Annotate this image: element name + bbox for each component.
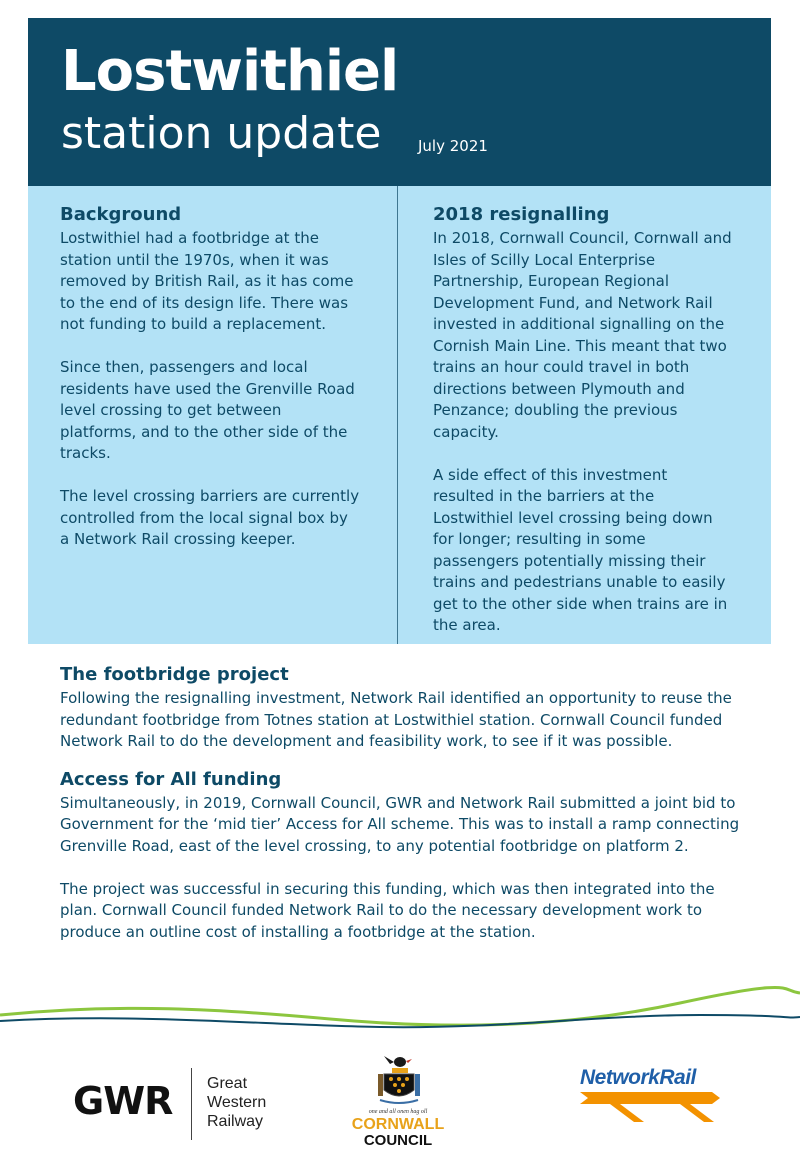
double-arrow-icon [580,1090,730,1124]
gwr-name-line: Railway [207,1113,264,1130]
footbridge-paragraph: Following the resignalling investment, Network Rail identified an opportunity to reuse the redundant footbridge from Totnes station at Lostwithiel station. Cornwall Council funded Network Rail to do the development and feasibility work, to see if it was possible. [60,689,732,750]
footbridge-heading: The footbridge project [60,664,289,685]
background-paragraph: The level crossing barriers are currently controlled from the local signal box by a Network Rail crossing keeper. [60,487,360,548]
network-rail-logo [580,1066,730,1126]
background-heading: Background [60,204,182,225]
gwr-mark: GWR [73,1079,173,1123]
resignalling-section [433,204,733,637]
gwr-name-line: Western [207,1094,267,1111]
body-sections [60,664,750,943]
access-section [60,769,750,944]
header-banner [28,18,771,186]
crest-icon [376,1052,422,1108]
cornwall-council-logo [346,1052,456,1148]
background-paragraph: Lostwithiel had a footbridge at the station until the 1970s, when it was removed by British Rail, as it has come to the end of its design life. There was not funding to build a replacement. [60,229,354,333]
decorative-waves [0,985,800,1045]
access-paragraph: The project was successful in securing this funding, which was then integrated into the plan. Cornwall Council funded Network Rail to do the necessary development work to produce an outline cost of installing a footbridge at the station. [60,879,715,941]
network-rail-name: NetworkRail [580,1066,696,1089]
access-heading: Access for All funding [60,768,282,790]
gwr-logo [73,1068,273,1140]
council-name-line2: COUNCIL [363,1132,433,1149]
intro-band [28,186,771,644]
background-section [60,204,360,551]
title-line1: Lostwithiel [61,39,399,104]
access-paragraph: Simultaneously, in 2019, Cornwall Council, GWR and Network Rail submitted a joint bid to Government for the ‘mid tier’ Access for All scheme. This was to install a ramp connecting Grenville Road, east of the level crossing, to any potential footbridge on platform 2. [60,793,740,855]
resignalling-paragraph: In 2018, Cornwall Council, Cornwall and Isles of Scilly Local Enterprise Partnership, European Regional Development Fund, and Network Rail invested in additional signalling on the Cornish Main Line. This meant that two trains an hour could travel in both directions between Plymouth and Penzance; doubling the previous capacity. [433,229,732,441]
resignalling-paragraph: A side effect of this investment resulted in the barriers at the Lostwithiel level crossing being down for longer; resulting in some passengers potentially missing their trains and pedestrians unable to easily get to the other side when trains are in the area. [433,465,728,634]
gwr-divider [191,1068,192,1140]
council-motto: one and all onen hag oll [368,1109,428,1115]
title-line2: station update [61,108,382,159]
resignalling-heading: 2018 resignalling [433,204,610,225]
gwr-name-line: Great [207,1075,248,1092]
council-name-line1: CORNWALL [351,1116,445,1133]
background-paragraph: Since then, passengers and local residents have used the Grenville Road level crossing to get between platforms, and to the other side of the tracks. [60,358,355,462]
issue-date: July 2021 [418,137,488,155]
footbridge-section [60,664,750,753]
gwr-name [207,1074,266,1131]
column-divider [397,186,398,644]
